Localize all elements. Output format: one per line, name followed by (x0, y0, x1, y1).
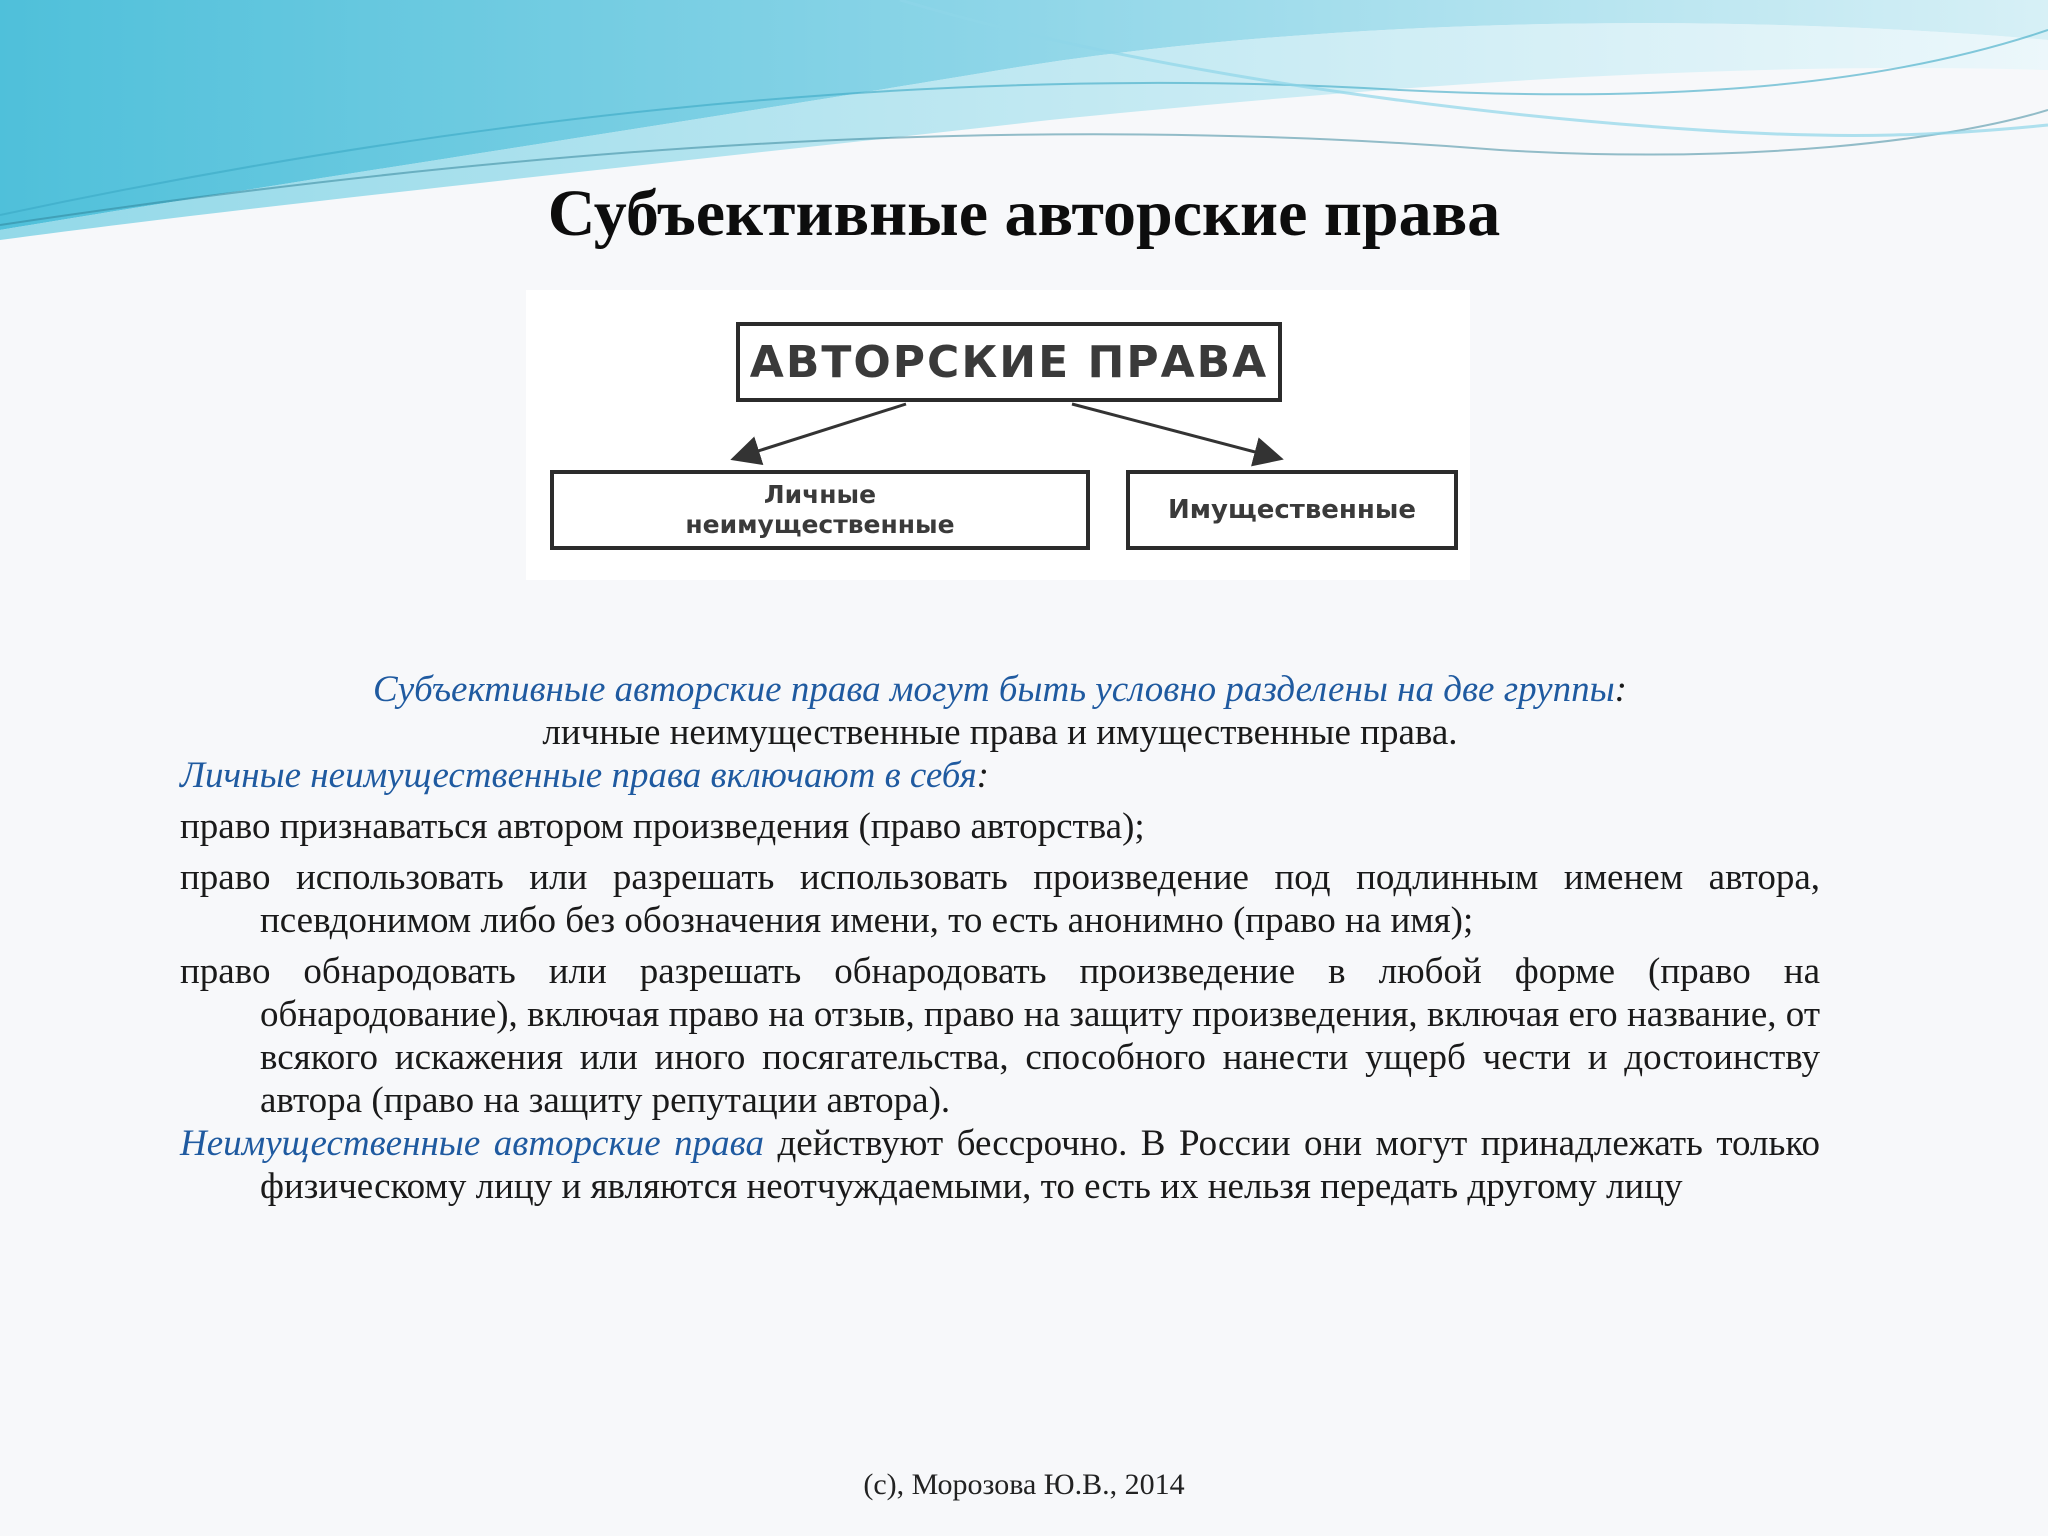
decorative-wave-header (0, 0, 2048, 300)
arrow-to-personal (736, 404, 906, 458)
list-item-authorship: право признаваться автором произведения (право авторства); (180, 806, 1145, 847)
personal-heading-colon: : (976, 755, 989, 796)
page-title: Субъективные авторские права (547, 177, 1501, 250)
intro-colon: : (1614, 669, 1627, 710)
personal-heading (180, 754, 1820, 797)
copyright-box: АВТОРСКИЕ ПРАВА (736, 322, 1282, 402)
intro-rest: личные неимущественные права и имущественные права. (542, 712, 1458, 753)
intro-line (180, 668, 1820, 711)
arrow-to-property (1072, 404, 1278, 458)
personal-rights-line1: Личные (763, 480, 877, 509)
footer-copyright: (с), Морозова Ю.В., 2014 (863, 1468, 1185, 1501)
personal-rights-box (550, 470, 1090, 550)
final-rest: действуют бессрочно. В России они могут принадлежать только физическому лицу и являются неотчуждаемыми, то есть их нельзя передать другому лицу (260, 1123, 1820, 1207)
final-paragraph (180, 1122, 1820, 1208)
personal-rights-line2: неимущественные (685, 510, 955, 539)
rights-diagram (526, 290, 1470, 580)
final-accent: Неимущественные авторские права (180, 1123, 764, 1164)
slide-body (180, 668, 1820, 1208)
list-item-name: право использовать или разрешать использовать произведение под подлинным именем автора, псевдонимом либо без обозначения имени, то есть анонимно (право на имя); (180, 857, 1820, 941)
property-rights-box: Имущественные (1126, 470, 1458, 550)
intro-accent: Субъективные авторские права могут быть условно разделены на две группы (373, 669, 1615, 710)
list-item-publication: право обнародовать или разрешать обнародовать произведение в любой форме (право на обнародование), включая право на отзыв, право на защиту произведения, включая его название, от всякого искажения или иного посягательства, способного нанести ущерб чести и достоинству автора (право на защиту репутации автора). (180, 951, 1820, 1121)
personal-heading-text: Личные неимущественные права включают в себя (180, 755, 977, 796)
